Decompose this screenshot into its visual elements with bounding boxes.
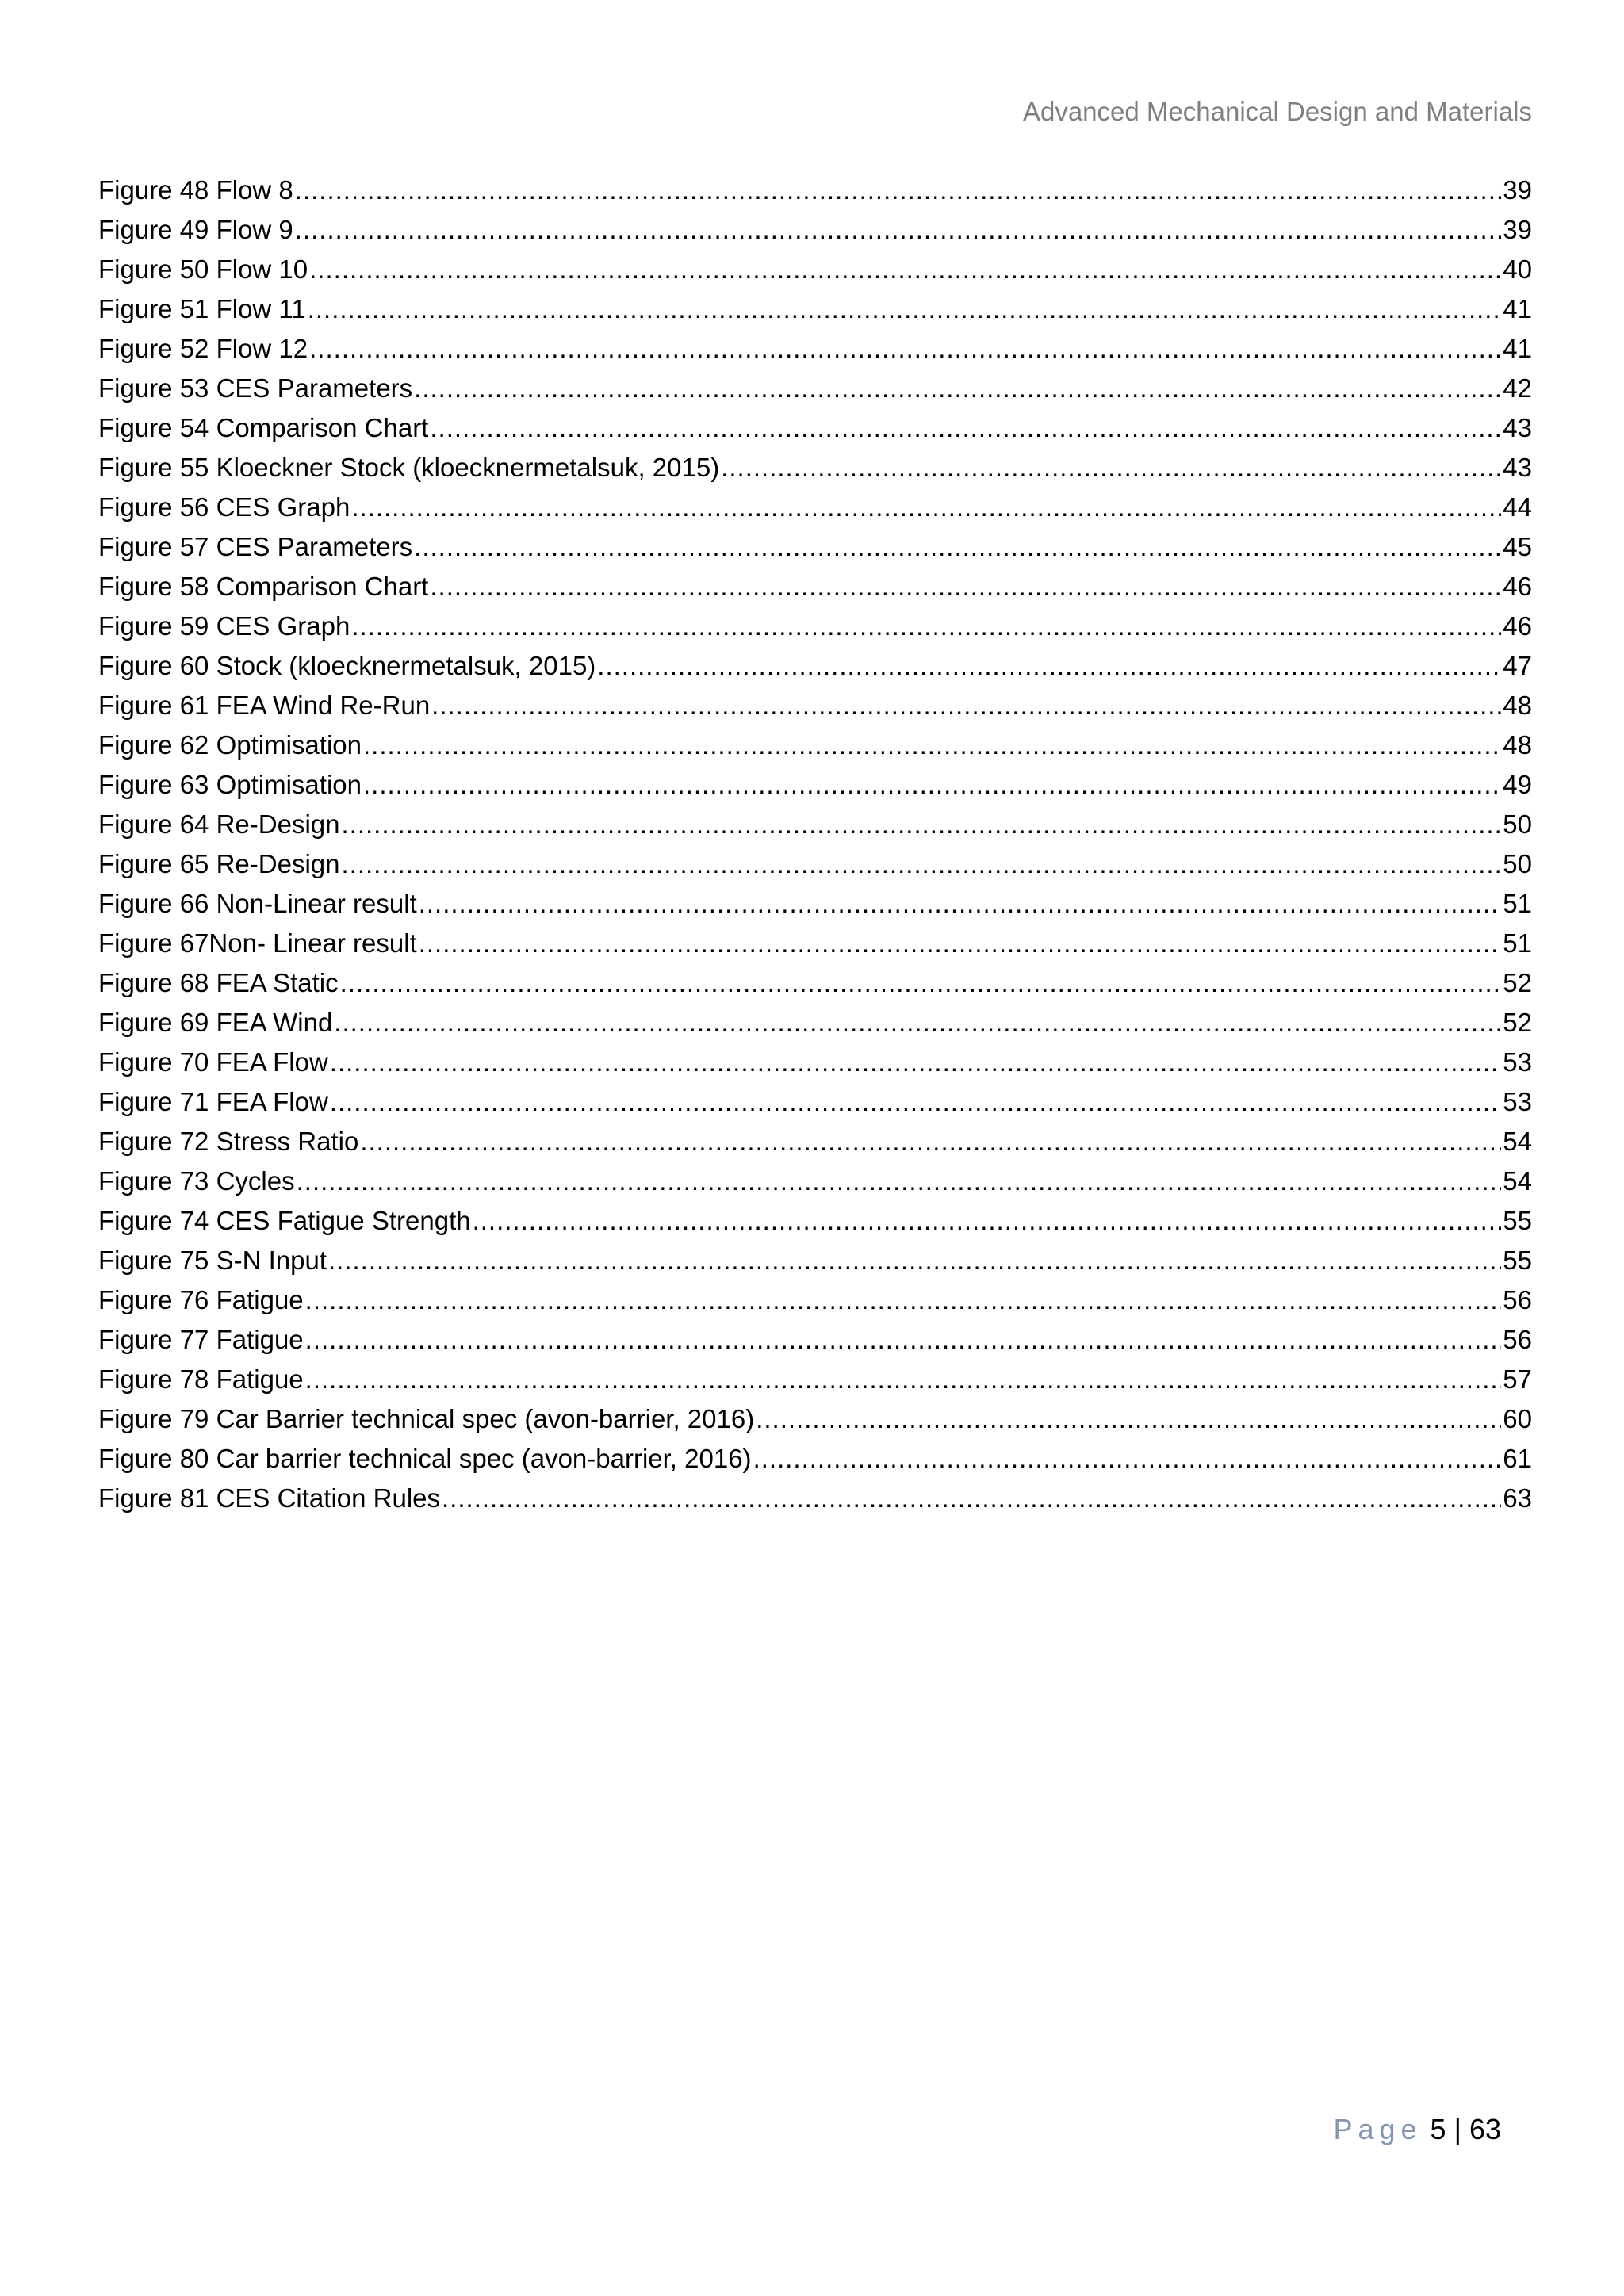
toc-entry-page: 56	[1503, 1285, 1532, 1314]
toc-dot-leader	[430, 567, 1501, 607]
toc-entry[interactable]	[98, 1280, 1532, 1320]
toc-entry-label: Figure 62 Optimisation	[98, 730, 362, 760]
toc-dot-leader	[431, 686, 1501, 725]
toc-entry[interactable]	[98, 448, 1532, 488]
toc-entry[interactable]	[98, 1399, 1532, 1439]
toc-entry[interactable]	[98, 924, 1532, 963]
footer-separator: |	[1454, 2113, 1461, 2145]
toc-entry-label: Figure 79 Car Barrier technical spec (avon-barrier, 2016)	[98, 1404, 755, 1433]
toc-entry-label: Figure 78 Fatigue	[98, 1364, 304, 1394]
toc-entry-label: Figure 76 Fatigue	[98, 1285, 304, 1314]
toc-entry[interactable]	[98, 210, 1532, 250]
toc-entry-page: 44	[1503, 492, 1532, 522]
toc-dot-leader	[295, 170, 1502, 210]
toc-entry-page: 55	[1503, 1246, 1532, 1275]
toc-entry-label: Figure 51 Flow 11	[98, 294, 306, 323]
toc-dot-leader	[430, 408, 1501, 448]
toc-entry-page: 46	[1503, 572, 1532, 601]
toc-entry-label: Figure 54 Comparison Chart	[98, 413, 429, 442]
toc-entry-label: Figure 74 CES Fatigue Strength	[98, 1206, 471, 1235]
toc-dot-leader	[305, 1360, 1502, 1399]
toc-entry[interactable]	[98, 1201, 1532, 1241]
toc-dot-leader	[360, 1122, 1501, 1161]
toc-entry-page: 47	[1503, 651, 1532, 680]
toc-entry-page: 51	[1503, 889, 1532, 918]
toc-entry[interactable]	[98, 765, 1532, 805]
toc-dot-leader	[295, 210, 1502, 250]
toc-entry[interactable]	[98, 607, 1532, 646]
toc-entry[interactable]	[98, 1043, 1532, 1082]
toc-dot-leader	[419, 884, 1502, 924]
table-of-figures	[98, 170, 1532, 1518]
toc-entry-label: Figure 55 Kloeckner Stock (kloecknermetalsuk, 2015)	[98, 453, 720, 482]
footer-current-page: 5	[1430, 2113, 1446, 2145]
toc-dot-leader	[341, 805, 1501, 844]
toc-entry-label: Figure 52 Flow 12	[98, 334, 308, 363]
toc-entry-label: Figure 65 Re-Design	[98, 849, 340, 878]
toc-entry-page: 45	[1503, 532, 1532, 561]
toc-entry-label: Figure 81 CES Citation Rules	[98, 1483, 441, 1513]
toc-dot-leader	[328, 1241, 1501, 1280]
toc-entry[interactable]	[98, 1122, 1532, 1161]
toc-entry-page: 43	[1503, 413, 1532, 442]
toc-entry[interactable]	[98, 369, 1532, 408]
toc-entry[interactable]	[98, 527, 1532, 567]
toc-entry-label: Figure 49 Flow 9	[98, 215, 293, 244]
toc-entry-label: Figure 66 Non-Linear result	[98, 889, 417, 918]
toc-entry-label: Figure 59 CES Graph	[98, 611, 350, 641]
toc-entry-page: 60	[1503, 1404, 1532, 1433]
toc-dot-leader	[363, 725, 1501, 765]
toc-entry-label: Figure 67Non- Linear result	[98, 928, 417, 958]
toc-entry-label: Figure 71 FEA Flow	[98, 1087, 328, 1116]
toc-dot-leader	[753, 1439, 1502, 1479]
running-header: Advanced Mechanical Design and Materials	[1022, 97, 1532, 126]
toc-entry[interactable]	[98, 686, 1532, 725]
toc-dot-leader	[330, 1082, 1502, 1122]
toc-entry-page: 42	[1503, 373, 1532, 403]
toc-entry-label: Figure 72 Stress Ratio	[98, 1127, 359, 1156]
toc-dot-leader	[330, 1043, 1502, 1082]
toc-entry-label: Figure 63 Optimisation	[98, 770, 362, 799]
toc-entry-label: Figure 73 Cycles	[98, 1166, 295, 1196]
toc-entry[interactable]	[98, 567, 1532, 607]
toc-entry-label: Figure 58 Comparison Chart	[98, 572, 429, 601]
toc-entry-page: 49	[1503, 770, 1532, 799]
toc-dot-leader	[297, 1161, 1502, 1201]
toc-entry-page: 40	[1503, 254, 1532, 284]
toc-entry-page: 39	[1503, 215, 1532, 244]
toc-dot-leader	[309, 250, 1501, 289]
toc-entry-page: 57	[1503, 1364, 1532, 1394]
toc-dot-leader	[351, 607, 1501, 646]
toc-dot-leader	[351, 488, 1501, 527]
toc-dot-leader	[305, 1280, 1502, 1320]
toc-entry[interactable]	[98, 1241, 1532, 1280]
toc-dot-leader	[308, 289, 1502, 329]
toc-entry[interactable]	[98, 646, 1532, 686]
toc-entry[interactable]	[98, 1003, 1532, 1043]
toc-entry-page: 48	[1503, 730, 1532, 760]
toc-entry-page: 55	[1503, 1206, 1532, 1235]
toc-dot-leader	[597, 646, 1501, 686]
toc-entry-page: 53	[1503, 1087, 1532, 1116]
toc-entry[interactable]	[98, 1360, 1532, 1399]
toc-entry-label: Figure 61 FEA Wind Re-Run	[98, 691, 431, 720]
footer-page-word: Page	[1333, 2113, 1423, 2145]
page-footer	[1333, 2113, 1501, 2146]
toc-dot-leader	[414, 369, 1501, 408]
toc-dot-leader	[340, 963, 1502, 1003]
toc-entry[interactable]	[98, 250, 1532, 289]
toc-entry[interactable]	[98, 884, 1532, 924]
toc-dot-leader	[414, 527, 1501, 567]
toc-dot-leader	[341, 844, 1501, 884]
toc-entry[interactable]	[98, 488, 1532, 527]
toc-entry[interactable]	[98, 170, 1532, 210]
toc-entry-label: Figure 68 FEA Static	[98, 968, 339, 997]
toc-entry[interactable]	[98, 408, 1532, 448]
toc-entry-label: Figure 60 Stock (kloecknermetalsuk, 2015)	[98, 651, 596, 680]
toc-dot-leader	[363, 765, 1501, 805]
toc-entry[interactable]	[98, 1439, 1532, 1479]
toc-entry[interactable]	[98, 844, 1532, 884]
toc-dot-leader	[305, 1320, 1502, 1360]
toc-entry[interactable]	[98, 1479, 1532, 1518]
toc-entry[interactable]	[98, 725, 1532, 765]
toc-entry-page: 41	[1503, 294, 1532, 323]
footer-total-pages: 63	[1469, 2113, 1501, 2145]
toc-entry-page: 54	[1503, 1166, 1532, 1196]
toc-entry-label: Figure 69 FEA Wind	[98, 1008, 333, 1037]
toc-entry-page: 43	[1503, 453, 1532, 482]
toc-entry[interactable]	[98, 329, 1532, 369]
toc-dot-leader	[442, 1479, 1501, 1518]
toc-entry[interactable]	[98, 289, 1532, 329]
toc-entry[interactable]	[98, 805, 1532, 844]
toc-entry-page: 63	[1503, 1483, 1532, 1513]
toc-entry-page: 39	[1503, 175, 1532, 205]
toc-dot-leader	[721, 448, 1501, 488]
toc-entry-page: 61	[1503, 1444, 1532, 1473]
toc-entry-label: Figure 77 Fatigue	[98, 1325, 304, 1354]
toc-entry[interactable]	[98, 1161, 1532, 1201]
toc-dot-leader	[756, 1399, 1501, 1439]
toc-entry-label: Figure 75 S-N Input	[98, 1246, 327, 1275]
toc-entry-page: 52	[1503, 1008, 1532, 1037]
toc-dot-leader	[473, 1201, 1502, 1241]
toc-entry-label: Figure 57 CES Parameters	[98, 532, 413, 561]
toc-entry-page: 50	[1503, 809, 1532, 839]
toc-dot-leader	[309, 329, 1501, 369]
toc-entry-page: 52	[1503, 968, 1532, 997]
toc-entry-page: 41	[1503, 334, 1532, 363]
toc-entry[interactable]	[98, 1320, 1532, 1360]
toc-entry-label: Figure 48 Flow 8	[98, 175, 293, 205]
toc-entry-page: 53	[1503, 1047, 1532, 1077]
toc-dot-leader	[419, 924, 1502, 963]
toc-entry-page: 48	[1503, 691, 1532, 720]
toc-entry-page: 50	[1503, 849, 1532, 878]
toc-entry[interactable]	[98, 963, 1532, 1003]
toc-entry-label: Figure 56 CES Graph	[98, 492, 350, 522]
toc-entry-page: 56	[1503, 1325, 1532, 1354]
toc-entry-label: Figure 64 Re-Design	[98, 809, 340, 839]
toc-entry-page: 54	[1503, 1127, 1532, 1156]
toc-dot-leader	[334, 1003, 1501, 1043]
toc-entry-label: Figure 53 CES Parameters	[98, 373, 413, 403]
toc-entry-page: 51	[1503, 928, 1532, 958]
toc-entry-page: 46	[1503, 611, 1532, 641]
toc-entry[interactable]	[98, 1082, 1532, 1122]
toc-entry-label: Figure 80 Car barrier technical spec (avon-barrier, 2016)	[98, 1444, 752, 1473]
toc-entry-label: Figure 50 Flow 10	[98, 254, 308, 284]
toc-entry-label: Figure 70 FEA Flow	[98, 1047, 328, 1077]
